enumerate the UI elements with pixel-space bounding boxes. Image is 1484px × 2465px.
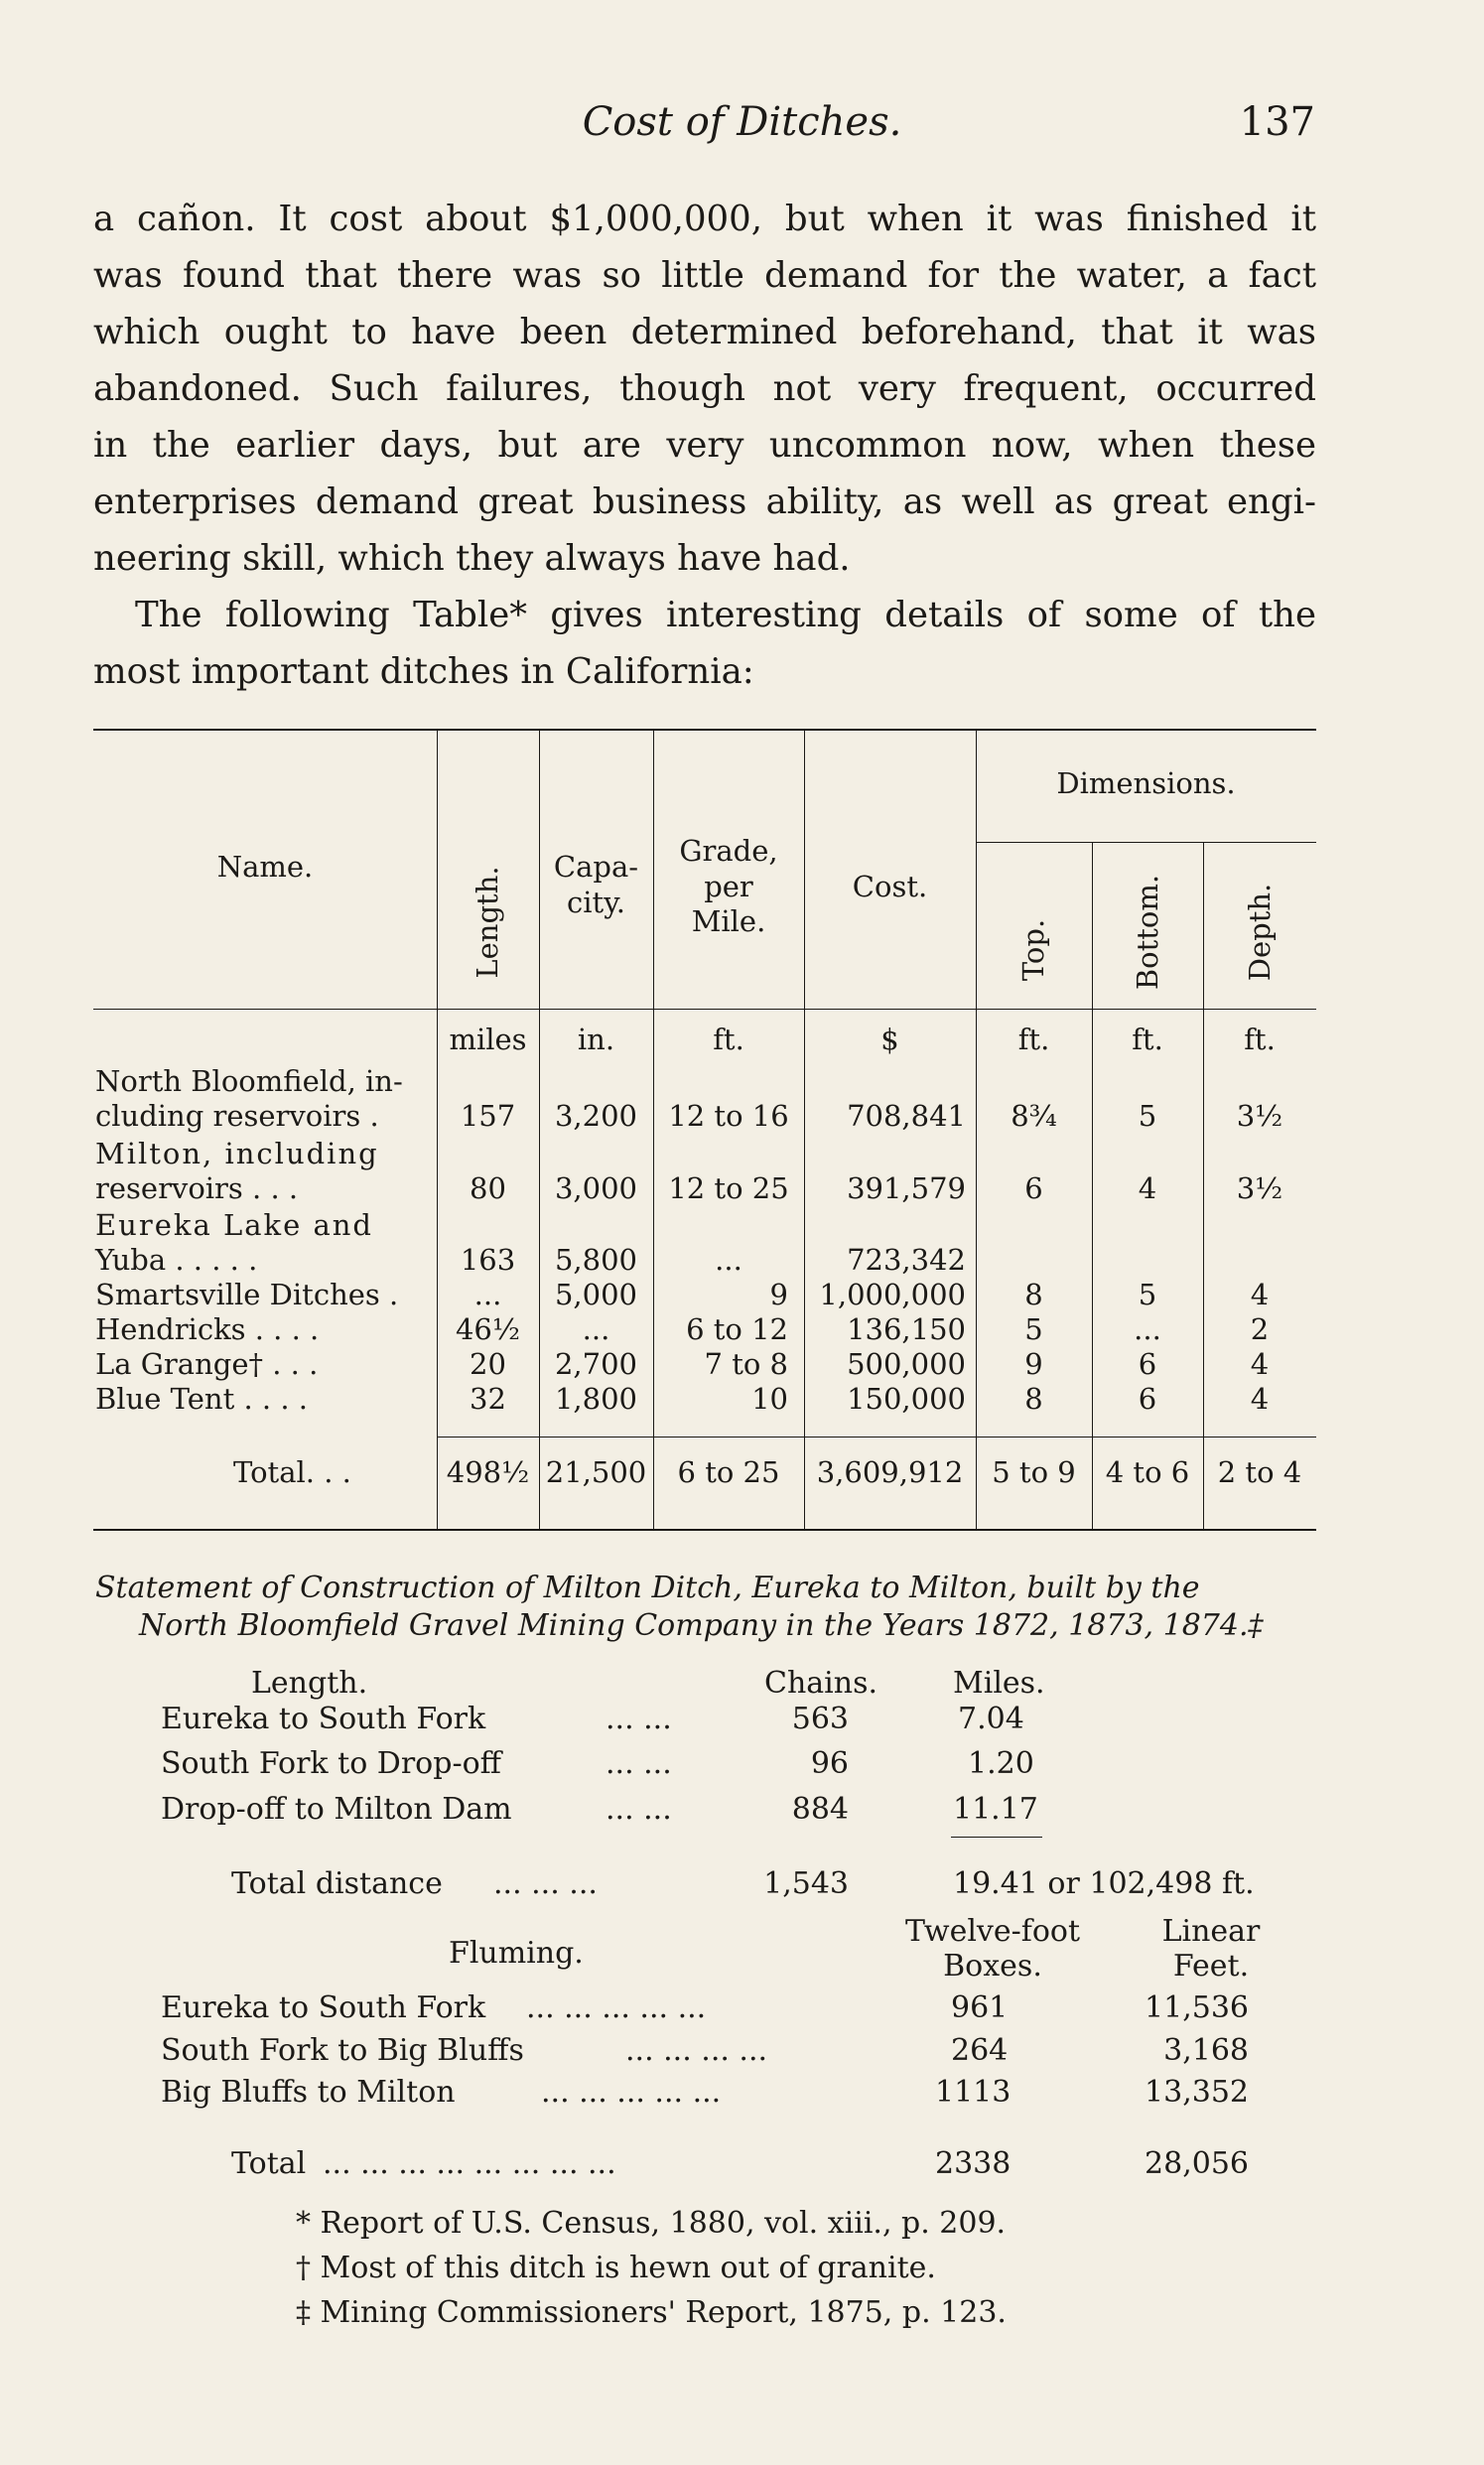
cell-cost: 391,579 bbox=[847, 1171, 966, 1205]
total-distance-chains: 1,543 bbox=[763, 1866, 849, 1901]
table-top-rule bbox=[93, 729, 1316, 731]
length-row-chains: 96 bbox=[810, 1746, 849, 1781]
header-grade-2: per bbox=[704, 870, 753, 903]
cell-capacity: 2,700 bbox=[554, 1347, 638, 1381]
cell-length: 80 bbox=[470, 1171, 506, 1205]
cell-top: 5 bbox=[1024, 1312, 1043, 1346]
fluming-row-feet: 11,536 bbox=[1145, 1990, 1249, 2025]
cell-capacity: 5,800 bbox=[554, 1243, 638, 1277]
fluming-row-feet: 13,352 bbox=[1145, 2075, 1249, 2110]
cell-grade: 12 to 25 bbox=[668, 1171, 789, 1205]
cell-length: 163 bbox=[460, 1243, 516, 1277]
cell-depth: 3½ bbox=[1236, 1171, 1283, 1205]
fluming-row-dots: ... ... ... ... bbox=[625, 2033, 768, 2068]
chains-header: Chains. bbox=[764, 1666, 878, 1701]
header-cost: Cost. bbox=[852, 870, 928, 903]
cell-depth: 2 bbox=[1250, 1312, 1270, 1346]
header-depth: Depth. bbox=[1243, 883, 1277, 982]
sum-rule bbox=[951, 1837, 1042, 1838]
row-name-line1: North Bloomfield, in- bbox=[95, 1064, 403, 1098]
fluming-total-boxes: 2338 bbox=[935, 2146, 1012, 2181]
total-grade: 6 to 25 bbox=[677, 1455, 780, 1489]
row-name: Blue Tent . . . . bbox=[95, 1382, 308, 1416]
boxes-header-2: Boxes. bbox=[943, 1949, 1042, 1984]
cell-cost: 500,000 bbox=[847, 1347, 966, 1381]
cell-grade: ... bbox=[715, 1243, 742, 1277]
cell-bottom: ... bbox=[1134, 1312, 1161, 1346]
boxes-header-1: Twelve-foot bbox=[904, 1914, 1081, 1949]
body-line: was found that there was so little demand for the water, a fact bbox=[93, 255, 1316, 296]
fluming-total-feet: 28,056 bbox=[1145, 2146, 1249, 2181]
page-number: 137 bbox=[1239, 99, 1315, 145]
unit-capacity: in. bbox=[577, 1023, 615, 1056]
cell-cost: 1,000,000 bbox=[819, 1278, 966, 1311]
footnote-granite: † Most of this ditch is hewn out of granite. bbox=[296, 2251, 936, 2285]
header-bottom: Bottom. bbox=[1131, 874, 1164, 991]
fluming-header: Fluming. bbox=[449, 1936, 584, 1971]
cell-top: 8¾ bbox=[1011, 1099, 1057, 1133]
fluming-row-dots: ... ... ... ... ... bbox=[526, 1990, 707, 2025]
unit-depth: ft. bbox=[1244, 1023, 1276, 1056]
total-cost: 3,609,912 bbox=[816, 1455, 964, 1489]
row-name-line2: reservoirs . . . bbox=[95, 1171, 299, 1205]
body-line: abandoned. Such failures, though not very frequent, occurred bbox=[93, 368, 1316, 409]
length-row-label: South Fork to Drop-off bbox=[161, 1746, 501, 1781]
unit-grade: ft. bbox=[713, 1023, 744, 1056]
header-grade-1: Grade, bbox=[679, 834, 778, 868]
length-row-miles: 11.17 bbox=[953, 1792, 1038, 1827]
cell-cost: 723,342 bbox=[847, 1243, 966, 1277]
body-line: neering skill, which they always have had. bbox=[93, 538, 851, 579]
cell-bottom: 4 bbox=[1138, 1171, 1157, 1205]
row-name-line2: Yuba . . . . . bbox=[95, 1243, 258, 1277]
total-distance-dots: ... ... ... bbox=[493, 1866, 598, 1901]
length-row-dots: ... ... bbox=[606, 1702, 672, 1736]
cell-depth: 3½ bbox=[1236, 1099, 1283, 1133]
header-length: Length. bbox=[471, 866, 504, 979]
cell-depth: 4 bbox=[1250, 1278, 1270, 1311]
row-name: Hendricks . . . . bbox=[95, 1312, 320, 1346]
statement-title-line1: Statement of Construction of Milton Ditch, Eureka to Milton, built by the bbox=[95, 1571, 1200, 1605]
row-name-line1: Eureka Lake and bbox=[95, 1208, 373, 1242]
header-name: Name. bbox=[216, 850, 314, 884]
cell-cost: 708,841 bbox=[847, 1099, 966, 1133]
total-distance-miles: 19.41 or 102,498 ft. bbox=[953, 1866, 1255, 1901]
cell-grade: 12 to 16 bbox=[668, 1099, 789, 1133]
fluming-total-label: Total bbox=[231, 2146, 307, 2181]
cell-length: 157 bbox=[460, 1099, 516, 1133]
cell-length: 20 bbox=[470, 1347, 506, 1381]
cell-capacity: ... bbox=[582, 1312, 610, 1346]
cell-grade: 7 to 8 bbox=[704, 1347, 788, 1381]
cell-top: 6 bbox=[1024, 1171, 1043, 1205]
length-row-miles: 7.04 bbox=[958, 1702, 1024, 1736]
total-top: 5 to 9 bbox=[992, 1455, 1076, 1489]
total-label: Total. . . bbox=[233, 1455, 351, 1489]
fluming-row-label: South Fork to Big Bluffs bbox=[161, 2033, 524, 2068]
fluming-row-dots: ... ... ... ... ... bbox=[541, 2075, 722, 2110]
cell-length: 32 bbox=[470, 1382, 506, 1416]
linear-header-1: Linear bbox=[1161, 1914, 1261, 1949]
cell-cost: 136,150 bbox=[847, 1312, 966, 1346]
length-row-label: Drop-off to Milton Dam bbox=[161, 1792, 512, 1827]
cell-bottom: 6 bbox=[1138, 1382, 1157, 1416]
total-length: 498½ bbox=[446, 1455, 530, 1489]
cell-top: 8 bbox=[1024, 1382, 1043, 1416]
row-name: La Grange† . . . bbox=[95, 1347, 319, 1381]
cell-capacity: 3,000 bbox=[554, 1171, 638, 1205]
total-capacity: 21,500 bbox=[545, 1455, 647, 1489]
linear-header-2: Feet. bbox=[1172, 1949, 1250, 1984]
fluming-row-feet: 3,168 bbox=[1163, 2033, 1249, 2068]
cell-length: ... bbox=[473, 1278, 502, 1311]
header-capacity-1: Capa- bbox=[553, 850, 639, 884]
cell-capacity: 3,200 bbox=[554, 1099, 638, 1133]
row-name-line2: cluding reservoirs . bbox=[95, 1099, 379, 1133]
cell-grade: 9 bbox=[769, 1278, 788, 1311]
intro-line: most important ditches in California: bbox=[93, 651, 754, 692]
footnote-census: * Report of U.S. Census, 1880, vol. xiii., p. 209. bbox=[296, 2206, 1007, 2241]
cell-top: 9 bbox=[1024, 1347, 1043, 1381]
length-row-dots: ... ... bbox=[606, 1792, 672, 1827]
body-line: which ought to have been determined beforehand, that it was bbox=[93, 312, 1316, 352]
fluming-row-label: Big Bluffs to Milton bbox=[161, 2075, 456, 2110]
cell-length: 46½ bbox=[455, 1312, 520, 1346]
running-head-title: Cost of Ditches. bbox=[582, 99, 902, 145]
cell-capacity: 1,800 bbox=[554, 1382, 638, 1416]
body-line: in the earlier days, but are very uncommon now, when these bbox=[93, 425, 1316, 466]
header-dimensions: Dimensions. bbox=[1056, 766, 1236, 800]
statement-title-line2: North Bloomfield Gravel Mining Company in the Years 1872, 1873, 1874.‡ bbox=[139, 1608, 1264, 1643]
cell-top: 8 bbox=[1024, 1278, 1043, 1311]
fluming-row-boxes: 264 bbox=[951, 2033, 1009, 2068]
row-name-line1: Milton, including bbox=[95, 1137, 379, 1170]
row-name: Smartsville Ditches . bbox=[95, 1278, 399, 1311]
intro-line: The following Table* gives interesting details of some of the bbox=[135, 595, 1316, 635]
total-depth: 2 to 4 bbox=[1217, 1455, 1302, 1489]
footnote-commissioners: ‡ Mining Commissioners' Report, 1875, p. 123. bbox=[296, 2295, 1007, 2330]
cell-depth: 4 bbox=[1250, 1347, 1270, 1381]
length-row-label: Eureka to South Fork bbox=[161, 1702, 486, 1736]
miles-header: Miles. bbox=[953, 1666, 1045, 1701]
fluming-row-label: Eureka to South Fork bbox=[161, 1990, 486, 2025]
header-grade-3: Mile. bbox=[691, 904, 766, 938]
body-line: enterprises demand great business ability, as well as great engi- bbox=[93, 481, 1316, 522]
length-row-miles: 1.20 bbox=[968, 1746, 1034, 1781]
cell-cost: 150,000 bbox=[847, 1382, 966, 1416]
unit-top: ft. bbox=[1017, 1023, 1050, 1056]
unit-cost: $ bbox=[880, 1023, 899, 1056]
header-top: Top. bbox=[1016, 918, 1050, 982]
cell-capacity: 5,000 bbox=[554, 1278, 638, 1311]
fluming-row-boxes: 1113 bbox=[935, 2075, 1012, 2110]
unit-length: miles bbox=[449, 1023, 527, 1056]
length-row-chains: 563 bbox=[791, 1702, 849, 1736]
cell-grade: 6 to 12 bbox=[686, 1312, 788, 1346]
header-capacity-2: city. bbox=[567, 886, 625, 919]
dimensions-rule bbox=[976, 842, 1316, 843]
length-header: Length. bbox=[251, 1666, 368, 1701]
total-bottom: 4 to 6 bbox=[1105, 1455, 1190, 1489]
total-distance-label: Total distance bbox=[231, 1866, 443, 1901]
body-line: a cañon. It cost about $1,000,000, but when it was finished it bbox=[93, 199, 1316, 239]
fluming-row-boxes: 961 bbox=[951, 1990, 1009, 2025]
cell-depth: 4 bbox=[1250, 1382, 1270, 1416]
total-top-rule bbox=[437, 1437, 1316, 1438]
cell-bottom: 5 bbox=[1138, 1099, 1157, 1133]
table-bottom-rule bbox=[93, 1529, 1316, 1531]
cell-bottom: 6 bbox=[1138, 1347, 1157, 1381]
unit-bottom: ft. bbox=[1132, 1023, 1163, 1056]
fluming-total-dots: ... ... ... ... ... ... ... ... bbox=[323, 2146, 616, 2181]
cell-bottom: 5 bbox=[1138, 1278, 1157, 1311]
cell-grade: 10 bbox=[751, 1382, 788, 1416]
header-bottom-rule bbox=[93, 1009, 1316, 1010]
length-row-dots: ... ... bbox=[606, 1746, 672, 1781]
length-row-chains: 884 bbox=[791, 1792, 849, 1827]
